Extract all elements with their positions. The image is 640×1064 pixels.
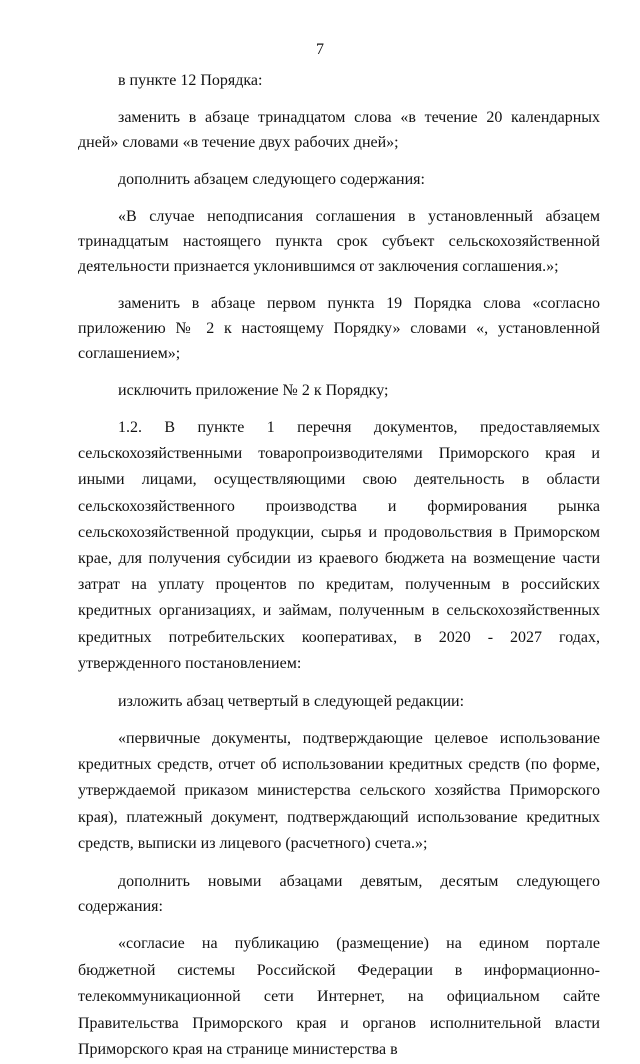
page-number: 7 [316, 41, 324, 58]
paragraph-replace-deadline: заменить в абзаце тринадцатом слова «в течение 20 календарных дней» словами «в течение двух рабочих дней»; [78, 109, 600, 151]
paragraph-quoted-refusal: «В случае неподписания соглашения в установленный абзацем тринадцатым настоящего пункта срок субъект сельскохозяйственной деятельности признается уклонившимся от заключения соглашения.»; [78, 208, 600, 275]
paragraph-remove-appendix: исключить приложение № 2 к Порядку; [118, 382, 389, 399]
paragraph-quoted-consent: «согласие на публикацию (размещение) на едином портале бюджетной системы Российской Федерации в информационно-телекоммуникационной сети Интернет, на официальном сайте Правительства Приморского края и органов исполнительной власти Приморского края на странице министерства в [78, 935, 600, 1059]
paragraph-add-clause: дополнить абзацем следующего содержания: [118, 171, 425, 188]
paragraph-section-1-2: 1.2. В пункте 1 перечня документов, предоставляемых сельскохозяйственными товаропроизводителями Приморского края и иными лицами, осуществляющими свою деятельность в области сельскохозяйственного производства и формирования рынка сельскохозяйственной продукции, сырья и продовольствия в Приморском крае, для получения субсидии из краевого бюджета на возмещение части затрат на уплату процентов по кредитам, полученным в российских кредитных организациях, и займам, полученным в сельскохозяйственных кредитных потребительских кооперативах, в 2020 - 2027 годах, утвержденного постановлением: [78, 419, 600, 672]
paragraph-restate-fourth: изложить абзац четвертый в следующей редакции: [118, 693, 465, 711]
paragraph-replace-point-19: заменить в абзаце первом пункта 19 Порядка слова «согласно приложению № 2 к настоящему Порядку» словами «, установленной соглашением»; [78, 295, 600, 362]
paragraph-add-ninth-tenth: дополнить новыми абзацами девятым, десятым следующего содержания: [78, 873, 600, 916]
paragraph-point-12: в пункте 12 Порядка: [118, 72, 263, 89]
document-body [78, 68, 600, 1064]
paragraph-quoted-documents: «первичные документы, подтверждающие целевое использование кредитных средств, отчет об использовании кредитных средств (по форме, утверждаемой приказом министерства сельского хозяйства Приморского края), платежный документ, подтверждающий использование кредитных средств, выписки из лицевого (расчетного) счета.»; [78, 730, 600, 852]
